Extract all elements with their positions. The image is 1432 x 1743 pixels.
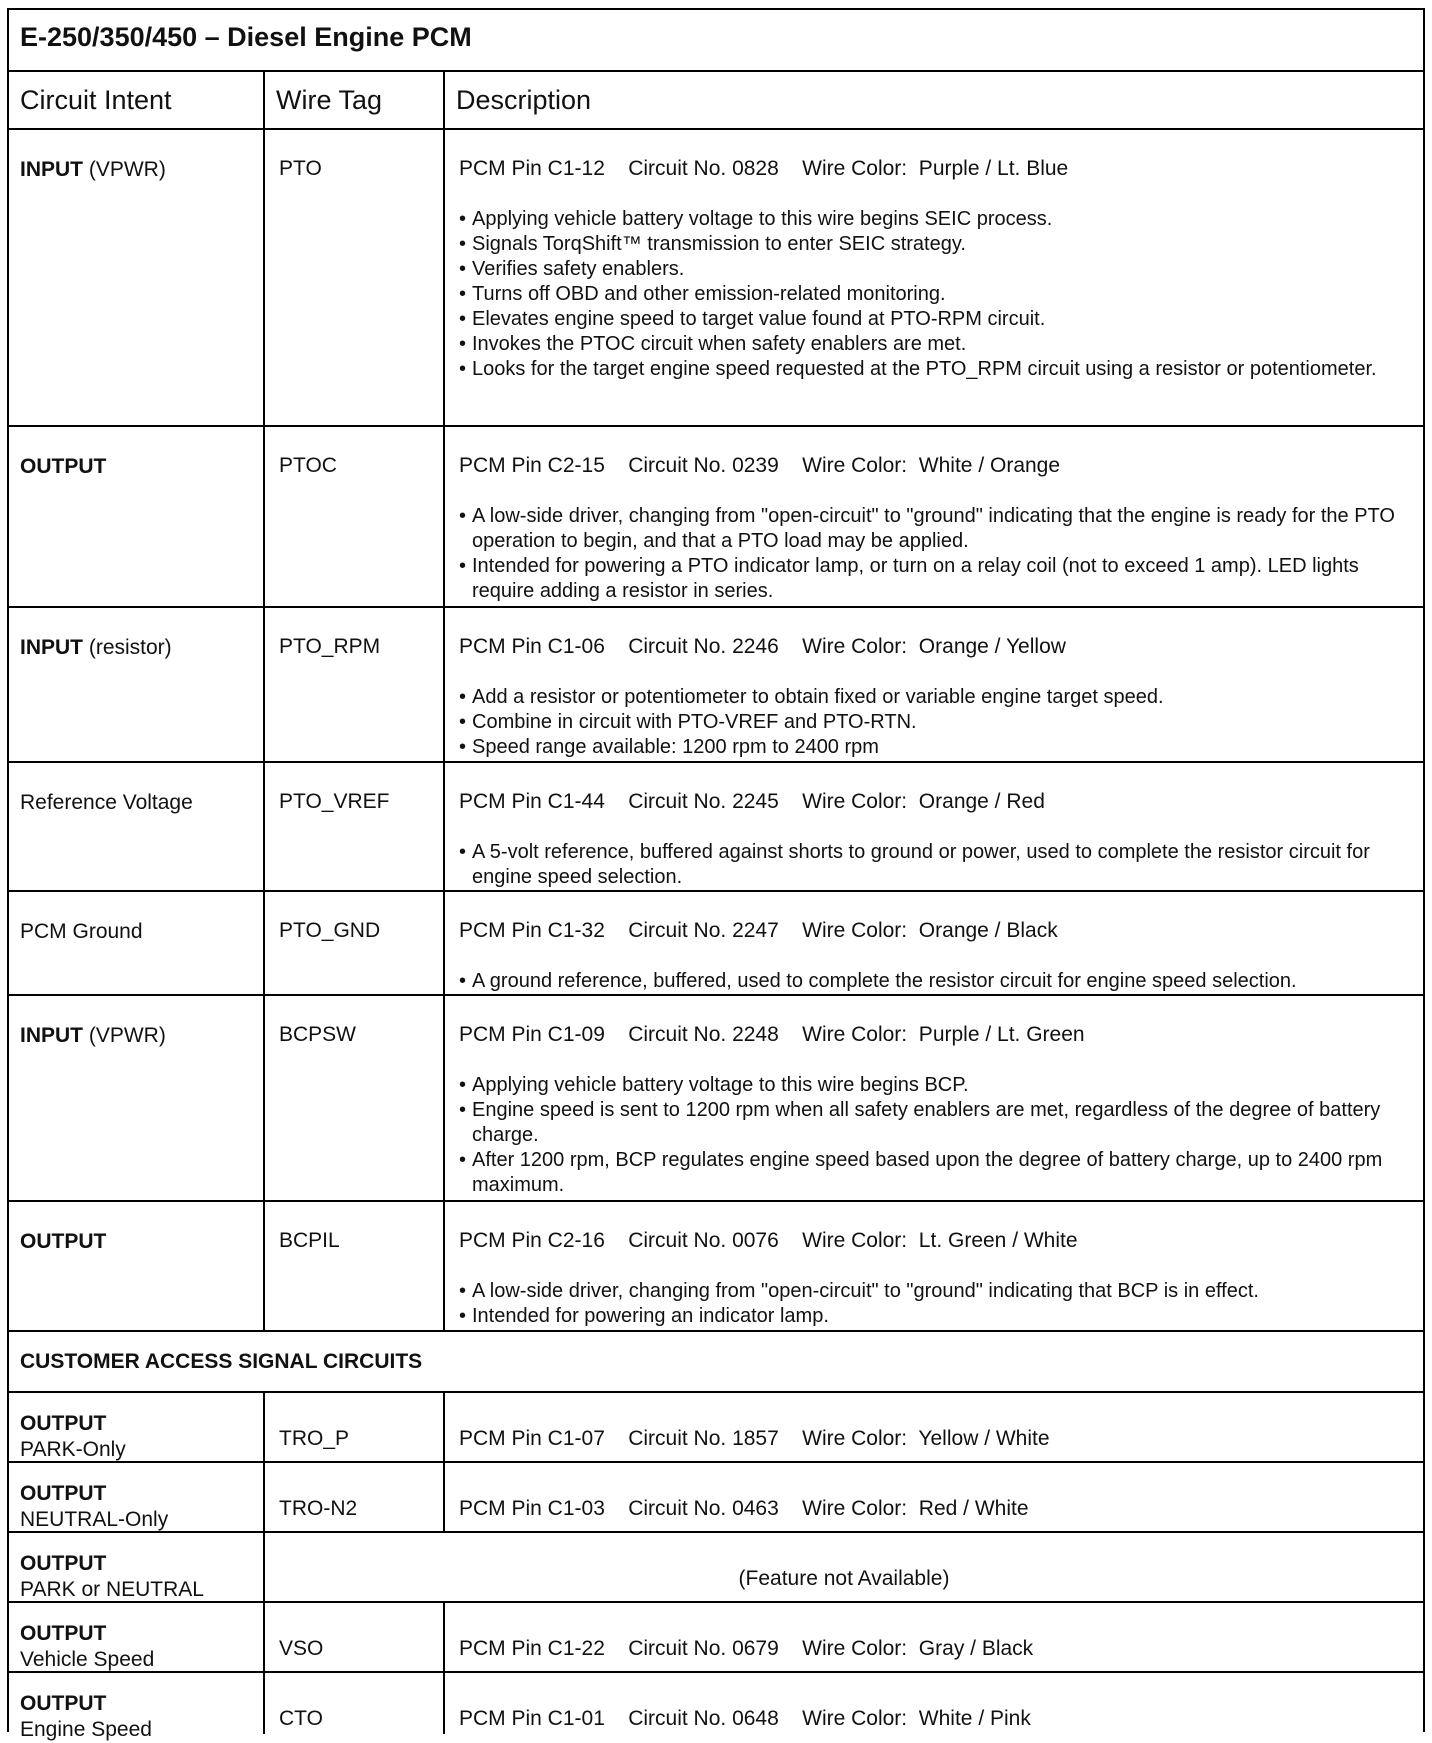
list-item: • After 1200 rpm, BCP regulates engine speed based upon the degree of battery charge, up to 2400 rpm maximum. — [459, 1148, 1419, 1198]
list-item: • Verifies safety enablers. — [459, 257, 1419, 282]
circuit-intent: OUTPUT Vehicle Speed — [20, 1622, 155, 1671]
wire-tag: BCPIL — [279, 1229, 340, 1252]
table-row — [9, 427, 1423, 608]
circuit-intent: INPUT (VPWR) — [20, 1024, 166, 1047]
table-title-row — [9, 10, 1423, 72]
description-list — [459, 969, 1419, 994]
pin-info: PCM Pin C1-03 Circuit No. 0463 Wire Color: Red / White — [459, 1497, 1029, 1520]
section-title: CUSTOMER ACCESS SIGNAL CIRCUITS — [20, 1350, 423, 1373]
list-item: • Engine speed is sent to 1200 rpm when all safety enablers are met, regardless of the degree of battery charge. — [459, 1098, 1419, 1148]
wire-tag: CTO — [279, 1707, 323, 1730]
pin-info: PCM Pin C1-12 Circuit No. 0828 Wire Color: Purple / Lt. Blue — [459, 157, 1069, 180]
wire-tag: TRO_P — [279, 1427, 350, 1450]
wire-tag: PTO — [279, 157, 322, 180]
list-item: • Speed range available: 1200 rpm to 2400 rpm — [459, 735, 1419, 760]
table-row — [9, 996, 1423, 1202]
description-list — [459, 1073, 1419, 1198]
wire-tag: VSO — [279, 1637, 324, 1660]
header-row — [9, 72, 1423, 130]
pin-info: PCM Pin C1-07 Circuit No. 1857 Wire Color: Yellow / White — [459, 1427, 1050, 1450]
circuit-intent: OUTPUT — [20, 1230, 107, 1253]
wire-tag: BCPSW — [279, 1023, 357, 1046]
table-row — [9, 1393, 1423, 1463]
table-row — [9, 1533, 1423, 1603]
list-item: • Elevates engine speed to target value found at PTO-RPM circuit. — [459, 307, 1419, 332]
description-list — [459, 207, 1419, 382]
circuit-intent: OUTPUT NEUTRAL-Only — [20, 1482, 169, 1531]
list-item: • A low-side driver, changing from "open-circuit" to "ground" indicating that BCP is in effect. — [459, 1279, 1419, 1304]
wire-tag: PTOC — [279, 454, 337, 477]
circuit-intent: INPUT (VPWR) — [20, 158, 166, 181]
table-row — [9, 1202, 1423, 1332]
circuit-intent: OUTPUT — [20, 455, 107, 478]
feature-not-available-note: (Feature not Available) — [738, 1567, 950, 1590]
table-row — [9, 1603, 1423, 1673]
table-row — [9, 1673, 1423, 1741]
table-row — [9, 130, 1423, 427]
header-circuit-intent: Circuit Intent — [20, 85, 172, 115]
header-description: Description — [456, 85, 592, 115]
section-row — [9, 1332, 1423, 1393]
pin-info: PCM Pin C1-32 Circuit No. 2247 Wire Color: Orange / Black — [459, 919, 1058, 942]
list-item: • Looks for the target engine speed requested at the PTO_RPM circuit using a resistor or potentiometer. — [459, 357, 1419, 382]
list-item: • Intended for powering an indicator lamp. — [459, 1304, 1419, 1329]
header-wire-tag: Wire Tag — [276, 85, 383, 115]
description-list — [459, 1279, 1419, 1329]
pin-info: PCM Pin C1-09 Circuit No. 2248 Wire Color: Purple / Lt. Green — [459, 1023, 1085, 1046]
list-item: • A low-side driver, changing from "open-circuit" to "ground" indicating that the engine is ready for the PTO operation to begin, and that a PTO load may be applied. — [459, 504, 1419, 554]
description-list — [459, 685, 1419, 760]
pcm-circuit-table — [7, 8, 1425, 1741]
list-item: • Add a resistor or potentiometer to obtain fixed or variable engine target speed. — [459, 685, 1419, 710]
wire-tag: PTO_RPM — [279, 635, 381, 658]
list-item: • Invokes the PTOC circuit when safety enablers are met. — [459, 332, 1419, 357]
list-item: • A ground reference, buffered, used to complete the resistor circuit for engine speed selection. — [459, 969, 1419, 994]
list-item: • Applying vehicle battery voltage to this wire begins SEIC process. — [459, 207, 1419, 232]
wire-tag: PTO_GND — [279, 919, 381, 942]
list-item: • Turns off OBD and other emission-related monitoring. — [459, 282, 1419, 307]
list-item: • Signals TorqShift™ transmission to enter SEIC strategy. — [459, 232, 1419, 257]
circuit-intent: INPUT (resistor) — [20, 636, 172, 659]
circuit-intent: OUTPUT PARK or NEUTRAL — [20, 1552, 204, 1601]
table-title: E-250/350/450 – Diesel Engine PCM — [20, 22, 472, 52]
wire-tag: TRO-N2 — [279, 1497, 358, 1520]
circuit-intent: Reference Voltage — [20, 791, 193, 814]
wire-tag: PTO_VREF — [279, 790, 390, 813]
pin-info: PCM Pin C2-15 Circuit No. 0239 Wire Color: White / Orange — [459, 454, 1061, 477]
list-item: • Applying vehicle battery voltage to this wire begins BCP. — [459, 1073, 1419, 1098]
circuit-intent: OUTPUT Engine Speed — [20, 1692, 152, 1741]
list-item: • A 5-volt reference, buffered against shorts to ground or power, used to complete the resistor circuit for engine speed selection. — [459, 840, 1419, 890]
pin-info: PCM Pin C1-01 Circuit No. 0648 Wire Color: White / Pink — [459, 1707, 1031, 1730]
pin-info: PCM Pin C1-44 Circuit No. 2245 Wire Color: Orange / Red — [459, 790, 1045, 813]
circuit-intent: PCM Ground — [20, 920, 143, 943]
list-item: • Combine in circuit with PTO-VREF and PTO-RTN. — [459, 710, 1419, 735]
pin-info: PCM Pin C1-06 Circuit No. 2246 Wire Color: Orange / Yellow — [459, 635, 1066, 658]
description-list — [459, 504, 1419, 604]
list-item: • Intended for powering a PTO indicator lamp, or turn on a relay coil (not to exceed 1 amp). LED lights require adding a resistor in series. — [459, 554, 1419, 604]
table-row — [9, 763, 1423, 892]
table-row — [9, 608, 1423, 763]
pin-info: PCM Pin C2-16 Circuit No. 0076 Wire Color: Lt. Green / White — [459, 1229, 1078, 1252]
description-list — [459, 840, 1419, 890]
circuit-intent: OUTPUT PARK-Only — [20, 1412, 126, 1461]
pin-info: PCM Pin C1-22 Circuit No. 0679 Wire Color: Gray / Black — [459, 1637, 1034, 1660]
table-row — [9, 892, 1423, 996]
table-row — [9, 1463, 1423, 1533]
